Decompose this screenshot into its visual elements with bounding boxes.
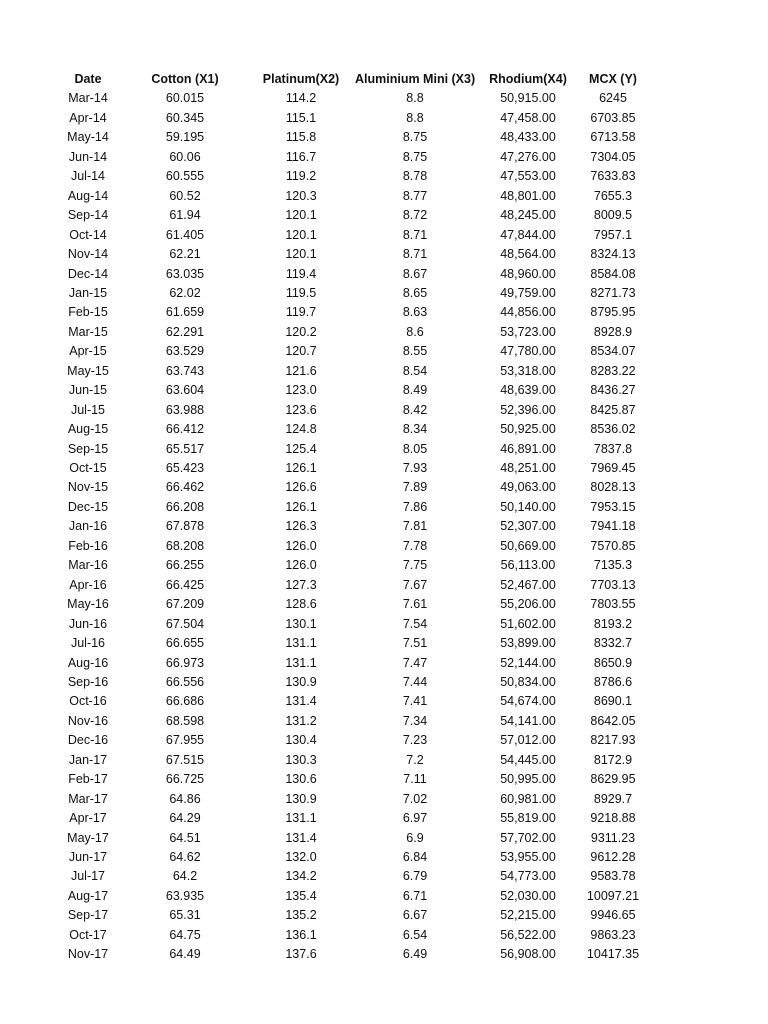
cell-rhodium: 56,522.00 — [500, 927, 556, 942]
cell-aluminium: 8.78 — [402, 169, 428, 184]
cell-platinum: 128.6 — [285, 597, 317, 612]
cell-cotton: 65.31 — [169, 908, 201, 923]
cell-rhodium: 48,564.00 — [500, 247, 556, 262]
cell-rhodium: 53,318.00 — [500, 363, 556, 378]
cell-cotton: 66.725 — [165, 772, 205, 787]
cell-rhodium: 50,669.00 — [500, 538, 556, 553]
cell-aluminium: 8.75 — [402, 130, 428, 145]
cell-date: Feb-15 — [68, 305, 108, 320]
cell-mcx: 7633.83 — [590, 169, 636, 184]
cell-date: May-17 — [67, 830, 109, 845]
cell-cotton: 64.29 — [169, 811, 201, 826]
cell-date: Dec-14 — [67, 266, 109, 281]
cell-platinum: 123.0 — [285, 383, 317, 398]
cell-aluminium: 8.71 — [402, 227, 428, 242]
cell-rhodium: 60,981.00 — [500, 791, 556, 806]
cell-rhodium: 52,030.00 — [500, 888, 556, 903]
cell-mcx: 8193.2 — [593, 616, 633, 631]
cell-mcx: 10097.21 — [586, 888, 640, 903]
cell-mcx: 7803.55 — [590, 597, 636, 612]
cell-aluminium: 7.47 — [402, 655, 428, 670]
cell-rhodium: 46,891.00 — [500, 441, 556, 456]
cell-date: Aug-17 — [67, 888, 109, 903]
cell-date: Jul-15 — [70, 402, 106, 417]
cell-rhodium: 50,915.00 — [500, 91, 556, 106]
cell-date: May-14 — [67, 130, 109, 145]
cell-platinum: 119.4 — [285, 266, 317, 281]
cell-rhodium: 50,995.00 — [500, 772, 556, 787]
cell-aluminium: 8.67 — [402, 266, 428, 281]
cell-rhodium: 48,245.00 — [500, 208, 556, 223]
cell-mcx: 8009.5 — [593, 208, 633, 223]
cell-mcx: 8324.13 — [590, 247, 636, 262]
cell-date: Jun-14 — [68, 149, 108, 164]
cell-mcx: 8283.22 — [590, 363, 636, 378]
cell-date: Jan-17 — [68, 752, 108, 767]
cell-date: Jan-16 — [68, 519, 108, 534]
cell-date: Apr-16 — [69, 577, 107, 592]
cell-rhodium: 54,445.00 — [500, 752, 556, 767]
cell-cotton: 68.208 — [165, 538, 205, 553]
cell-mcx: 6713.58 — [590, 130, 636, 145]
cell-cotton: 64.86 — [169, 791, 201, 806]
cell-rhodium: 47,553.00 — [500, 169, 556, 184]
cell-mcx: 7304.05 — [590, 149, 636, 164]
cell-mcx: 8536.02 — [590, 422, 636, 437]
cell-date: Oct-17 — [69, 927, 107, 942]
cell-cotton: 67.209 — [165, 597, 205, 612]
cell-platinum: 130.1 — [285, 616, 317, 631]
cell-cotton: 61.94 — [169, 208, 201, 223]
cell-mcx: 8690.1 — [593, 694, 633, 709]
cell-rhodium: 53,955.00 — [500, 850, 556, 864]
cell-mcx: 9863.23 — [590, 927, 636, 942]
cell-platinum: 135.2 — [285, 908, 317, 923]
cell-aluminium: 7.41 — [402, 694, 428, 709]
cell-date: Feb-17 — [68, 772, 108, 787]
cell-cotton: 64.75 — [169, 927, 201, 942]
cell-rhodium: 57,012.00 — [500, 733, 556, 748]
cell-mcx: 8642.05 — [590, 713, 636, 728]
cell-rhodium: 56,113.00 — [500, 558, 556, 573]
cell-date: Aug-15 — [67, 422, 109, 437]
cell-rhodium: 51,602.00 — [500, 616, 556, 631]
cell-cotton: 67.955 — [165, 733, 205, 748]
cell-platinum: 131.4 — [285, 694, 317, 709]
cell-aluminium: 7.86 — [402, 499, 428, 514]
cell-mcx: 9612.28 — [590, 850, 636, 864]
cell-cotton: 66.255 — [165, 558, 205, 573]
cell-rhodium: 54,674.00 — [500, 694, 556, 709]
cell-aluminium: 8.6 — [406, 324, 424, 339]
cell-date: Mar-15 — [68, 324, 108, 339]
cell-date: Oct-14 — [69, 227, 107, 242]
cell-date: Dec-16 — [67, 733, 109, 748]
cell-cotton: 66.462 — [165, 480, 205, 495]
cell-platinum: 120.3 — [285, 188, 317, 203]
cell-aluminium: 8.55 — [402, 344, 428, 359]
cell-cotton: 62.291 — [165, 324, 205, 339]
cell-cotton: 60.52 — [169, 188, 201, 203]
cell-platinum: 126.1 — [285, 499, 317, 514]
cell-platinum: 137.6 — [285, 947, 317, 962]
cell-mcx: 9583.78 — [590, 869, 636, 884]
cell-mcx: 9946.65 — [590, 908, 636, 923]
cell-aluminium: 8.77 — [402, 188, 428, 203]
cell-mcx: 9311.23 — [590, 830, 636, 845]
cell-rhodium: 48,251.00 — [500, 461, 556, 475]
cell-aluminium: 7.02 — [402, 791, 428, 806]
cell-platinum: 120.1 — [285, 247, 317, 262]
cell-platinum: 114.2 — [285, 91, 317, 106]
cell-aluminium: 8.72 — [402, 208, 428, 223]
cell-rhodium: 50,140.00 — [500, 499, 556, 514]
cell-cotton: 66.556 — [165, 674, 205, 689]
cell-aluminium: 8.05 — [402, 441, 428, 456]
cell-aluminium: 7.61 — [402, 597, 428, 612]
cell-rhodium: 48,801.00 — [500, 188, 556, 203]
cell-mcx: 7655.3 — [593, 188, 633, 203]
cell-platinum: 115.1 — [285, 110, 317, 125]
cell-mcx: 7570.85 — [590, 538, 636, 553]
cell-aluminium: 6.79 — [402, 869, 428, 884]
cell-date: Nov-15 — [67, 480, 109, 495]
cell-rhodium: 54,141.00 — [500, 713, 556, 728]
cell-cotton: 67.504 — [165, 616, 205, 631]
cell-date: Apr-17 — [69, 811, 107, 826]
cell-aluminium: 7.51 — [402, 636, 428, 651]
cell-mcx: 6703.85 — [590, 110, 636, 125]
cell-rhodium: 47,780.00 — [500, 344, 556, 359]
cell-mcx: 7941.18 — [590, 519, 636, 534]
header-date: Date — [74, 72, 102, 86]
cell-cotton: 65.423 — [165, 461, 205, 475]
cell-mcx: 8629.95 — [590, 772, 636, 787]
cell-platinum: 119.7 — [285, 305, 317, 320]
cell-platinum: 120.2 — [285, 324, 317, 339]
cell-aluminium: 7.34 — [402, 713, 428, 728]
cell-date: Mar-16 — [68, 558, 108, 573]
cell-platinum: 120.1 — [285, 227, 317, 242]
cell-rhodium: 47,276.00 — [500, 149, 556, 164]
cell-date: Sep-14 — [67, 208, 109, 223]
cell-rhodium: 47,458.00 — [500, 110, 556, 125]
cell-aluminium: 8.8 — [406, 91, 424, 106]
cell-cotton: 63.935 — [165, 888, 205, 903]
cell-platinum: 135.4 — [285, 888, 317, 903]
cell-rhodium: 52,396.00 — [500, 402, 556, 417]
cell-date: Aug-14 — [67, 188, 109, 203]
cell-date: Apr-15 — [69, 344, 107, 359]
cell-mcx: 8028.13 — [590, 480, 636, 495]
header-mcx: MCX (Y) — [589, 72, 637, 86]
cell-cotton: 64.51 — [169, 830, 201, 845]
cell-aluminium: 8.8 — [406, 110, 424, 125]
cell-mcx: 7957.1 — [593, 227, 633, 242]
cell-rhodium: 52,215.00 — [500, 908, 556, 923]
cell-date: Aug-16 — [67, 655, 109, 670]
cell-aluminium: 6.97 — [402, 811, 428, 826]
cell-mcx: 7135.3 — [593, 558, 633, 573]
cell-cotton: 62.21 — [169, 247, 201, 262]
cell-date: Jun-17 — [68, 850, 108, 864]
cell-platinum: 119.2 — [285, 169, 317, 184]
cell-cotton: 63.035 — [165, 266, 205, 281]
cell-platinum: 130.9 — [285, 674, 317, 689]
cell-mcx: 8217.93 — [590, 733, 636, 748]
cell-aluminium: 6.71 — [402, 888, 428, 903]
cell-aluminium: 8.54 — [402, 363, 428, 378]
cell-platinum: 130.9 — [285, 791, 317, 806]
cell-date: Sep-17 — [67, 908, 109, 923]
cell-aluminium: 7.2 — [406, 752, 424, 767]
cell-platinum: 126.0 — [285, 558, 317, 573]
cell-rhodium: 53,723.00 — [500, 324, 556, 339]
cell-mcx: 8172.9 — [593, 752, 633, 767]
cell-platinum: 130.3 — [285, 752, 317, 767]
header-platinum: Platinum(X2) — [262, 72, 340, 86]
cell-cotton: 66.425 — [165, 577, 205, 592]
cell-rhodium: 54,773.00 — [500, 869, 556, 884]
cell-aluminium: 7.54 — [402, 616, 428, 631]
cell-aluminium: 7.78 — [402, 538, 428, 553]
cell-cotton: 66.686 — [165, 694, 205, 709]
cell-mcx: 10417.35 — [586, 947, 640, 962]
cell-rhodium: 52,144.00 — [500, 655, 556, 670]
cell-aluminium: 8.65 — [402, 285, 428, 300]
cell-cotton: 64.2 — [172, 869, 198, 884]
cell-mcx: 8436.27 — [590, 383, 636, 398]
cell-rhodium: 53,899.00 — [500, 636, 556, 651]
cell-rhodium: 49,063.00 — [500, 480, 556, 495]
cell-aluminium: 7.89 — [402, 480, 428, 495]
cell-platinum: 131.4 — [285, 830, 317, 845]
cell-aluminium: 7.93 — [402, 461, 428, 475]
cell-mcx: 7703.13 — [590, 577, 636, 592]
cell-mcx: 8425.87 — [590, 402, 636, 417]
cell-date: Mar-14 — [68, 91, 108, 106]
cell-date: Jun-16 — [68, 616, 108, 631]
cell-mcx: 7969.45 — [590, 461, 636, 475]
cell-rhodium: 48,639.00 — [500, 383, 556, 398]
cell-cotton: 65.517 — [165, 441, 205, 456]
cell-platinum: 134.2 — [285, 869, 317, 884]
cell-cotton: 66.973 — [165, 655, 205, 670]
cell-aluminium: 6.84 — [402, 850, 428, 864]
cell-aluminium: 7.23 — [402, 733, 428, 748]
cell-date: Nov-14 — [67, 247, 109, 262]
cell-date: Oct-15 — [69, 461, 107, 475]
cell-rhodium: 50,834.00 — [500, 674, 556, 689]
cell-platinum: 127.3 — [285, 577, 317, 592]
cell-mcx: 8534.07 — [590, 344, 636, 359]
cell-rhodium: 49,759.00 — [500, 285, 556, 300]
cell-date: Apr-14 — [69, 110, 107, 125]
cell-aluminium: 8.75 — [402, 149, 428, 164]
cell-rhodium: 52,307.00 — [500, 519, 556, 534]
header-cotton: Cotton (X1) — [151, 72, 219, 86]
cell-cotton: 60.06 — [169, 149, 201, 164]
cell-aluminium: 7.75 — [402, 558, 428, 573]
cell-date: Jan-15 — [68, 285, 108, 300]
cell-platinum: 131.1 — [285, 655, 317, 670]
cell-date: Oct-16 — [69, 694, 107, 709]
cell-rhodium: 48,433.00 — [500, 130, 556, 145]
cell-rhodium: 47,844.00 — [500, 227, 556, 242]
cell-cotton: 64.49 — [169, 947, 201, 962]
cell-date: Jul-16 — [70, 636, 106, 651]
cell-cotton: 60.555 — [165, 169, 205, 184]
cell-aluminium: 7.81 — [402, 519, 428, 534]
cell-mcx: 9218.88 — [590, 811, 636, 826]
cell-rhodium: 55,206.00 — [500, 597, 556, 612]
cell-cotton: 60.345 — [165, 110, 205, 125]
cell-aluminium: 7.67 — [402, 577, 428, 592]
cell-rhodium: 44,856.00 — [500, 305, 556, 320]
cell-date: May-15 — [67, 363, 109, 378]
cell-date: Mar-17 — [68, 791, 108, 806]
cell-cotton: 63.604 — [165, 383, 205, 398]
cell-cotton: 67.878 — [165, 519, 205, 534]
cell-platinum: 131.2 — [285, 713, 317, 728]
cell-platinum: 130.4 — [285, 733, 317, 748]
cell-rhodium: 50,925.00 — [500, 422, 556, 437]
cell-aluminium: 6.49 — [402, 947, 428, 962]
cell-platinum: 131.1 — [285, 636, 317, 651]
cell-aluminium: 7.11 — [403, 772, 427, 787]
cell-aluminium: 7.44 — [402, 674, 428, 689]
cell-platinum: 130.6 — [285, 772, 317, 787]
cell-mcx: 7837.8 — [593, 441, 633, 456]
cell-cotton: 66.412 — [165, 422, 205, 437]
cell-platinum: 126.6 — [285, 480, 317, 495]
cell-mcx: 8786.6 — [593, 674, 633, 689]
cell-date: May-16 — [67, 597, 109, 612]
cell-aluminium: 6.9 — [406, 830, 424, 845]
cell-mcx: 7953.15 — [590, 499, 636, 514]
cell-platinum: 124.8 — [285, 422, 317, 437]
cell-platinum: 115.8 — [285, 130, 317, 145]
cell-cotton: 60.015 — [165, 91, 205, 106]
cell-aluminium: 6.54 — [402, 927, 428, 942]
cell-date: Nov-16 — [67, 713, 109, 728]
cell-aluminium: 8.71 — [402, 247, 428, 262]
cell-mcx: 6245 — [599, 91, 627, 106]
cell-cotton: 66.208 — [165, 499, 205, 514]
header-rhodium: Rhodium(X4) — [489, 72, 567, 86]
cell-mcx: 8650.9 — [593, 655, 633, 670]
cell-platinum: 120.7 — [285, 344, 317, 359]
cell-aluminium: 6.67 — [402, 908, 428, 923]
cell-date: Jul-14 — [70, 169, 106, 184]
cell-platinum: 119.5 — [285, 285, 317, 300]
cell-aluminium: 8.34 — [402, 422, 428, 437]
cell-aluminium: 8.63 — [402, 305, 428, 320]
cell-platinum: 136.1 — [285, 927, 317, 942]
cell-cotton: 68.598 — [165, 713, 205, 728]
cell-mcx: 8795.95 — [590, 305, 636, 320]
cell-aluminium: 8.42 — [402, 402, 428, 417]
cell-cotton: 66.655 — [165, 636, 205, 651]
cell-platinum: 131.1 — [285, 811, 317, 826]
cell-cotton: 67.515 — [165, 752, 205, 767]
cell-cotton: 64.62 — [169, 850, 201, 864]
cell-cotton: 62.02 — [169, 285, 201, 300]
cell-rhodium: 56,908.00 — [500, 947, 556, 962]
cell-platinum: 132.0 — [285, 850, 317, 864]
cell-cotton: 61.659 — [165, 305, 205, 320]
cell-platinum: 126.1 — [285, 461, 317, 475]
cell-date: Dec-15 — [67, 499, 109, 514]
cell-mcx: 8584.08 — [590, 266, 636, 281]
cell-rhodium: 55,819.00 — [500, 811, 556, 826]
cell-mcx: 8929.7 — [593, 791, 633, 806]
cell-date: Sep-15 — [67, 441, 109, 456]
cell-date: Sep-16 — [67, 674, 109, 689]
cell-cotton: 63.988 — [165, 402, 205, 417]
cell-mcx: 8271.73 — [590, 285, 636, 300]
cell-date: Nov-17 — [67, 947, 109, 962]
cell-platinum: 121.6 — [285, 363, 317, 378]
cell-date: Feb-16 — [68, 538, 108, 553]
cell-rhodium: 48,960.00 — [500, 266, 556, 281]
cell-mcx: 8928.9 — [593, 324, 633, 339]
cell-cotton: 63.743 — [165, 363, 205, 378]
cell-rhodium: 57,702.00 — [500, 830, 556, 845]
cell-platinum: 126.0 — [285, 538, 317, 553]
cell-platinum: 116.7 — [285, 149, 317, 164]
cell-cotton: 59.195 — [165, 130, 205, 145]
cell-mcx: 8332.7 — [593, 636, 633, 651]
cell-platinum: 123.6 — [285, 402, 317, 417]
cell-platinum: 125.4 — [285, 441, 317, 456]
cell-aluminium: 8.49 — [402, 383, 428, 398]
cell-date: Jul-17 — [70, 869, 106, 884]
cell-rhodium: 52,467.00 — [500, 577, 556, 592]
cell-date: Jun-15 — [68, 383, 108, 398]
cell-cotton: 63.529 — [165, 344, 205, 359]
cell-platinum: 126.3 — [285, 519, 317, 534]
cell-platinum: 120.1 — [285, 208, 317, 223]
header-aluminium: Aluminium Mini (X3) — [355, 72, 476, 86]
cell-cotton: 61.405 — [165, 227, 205, 242]
